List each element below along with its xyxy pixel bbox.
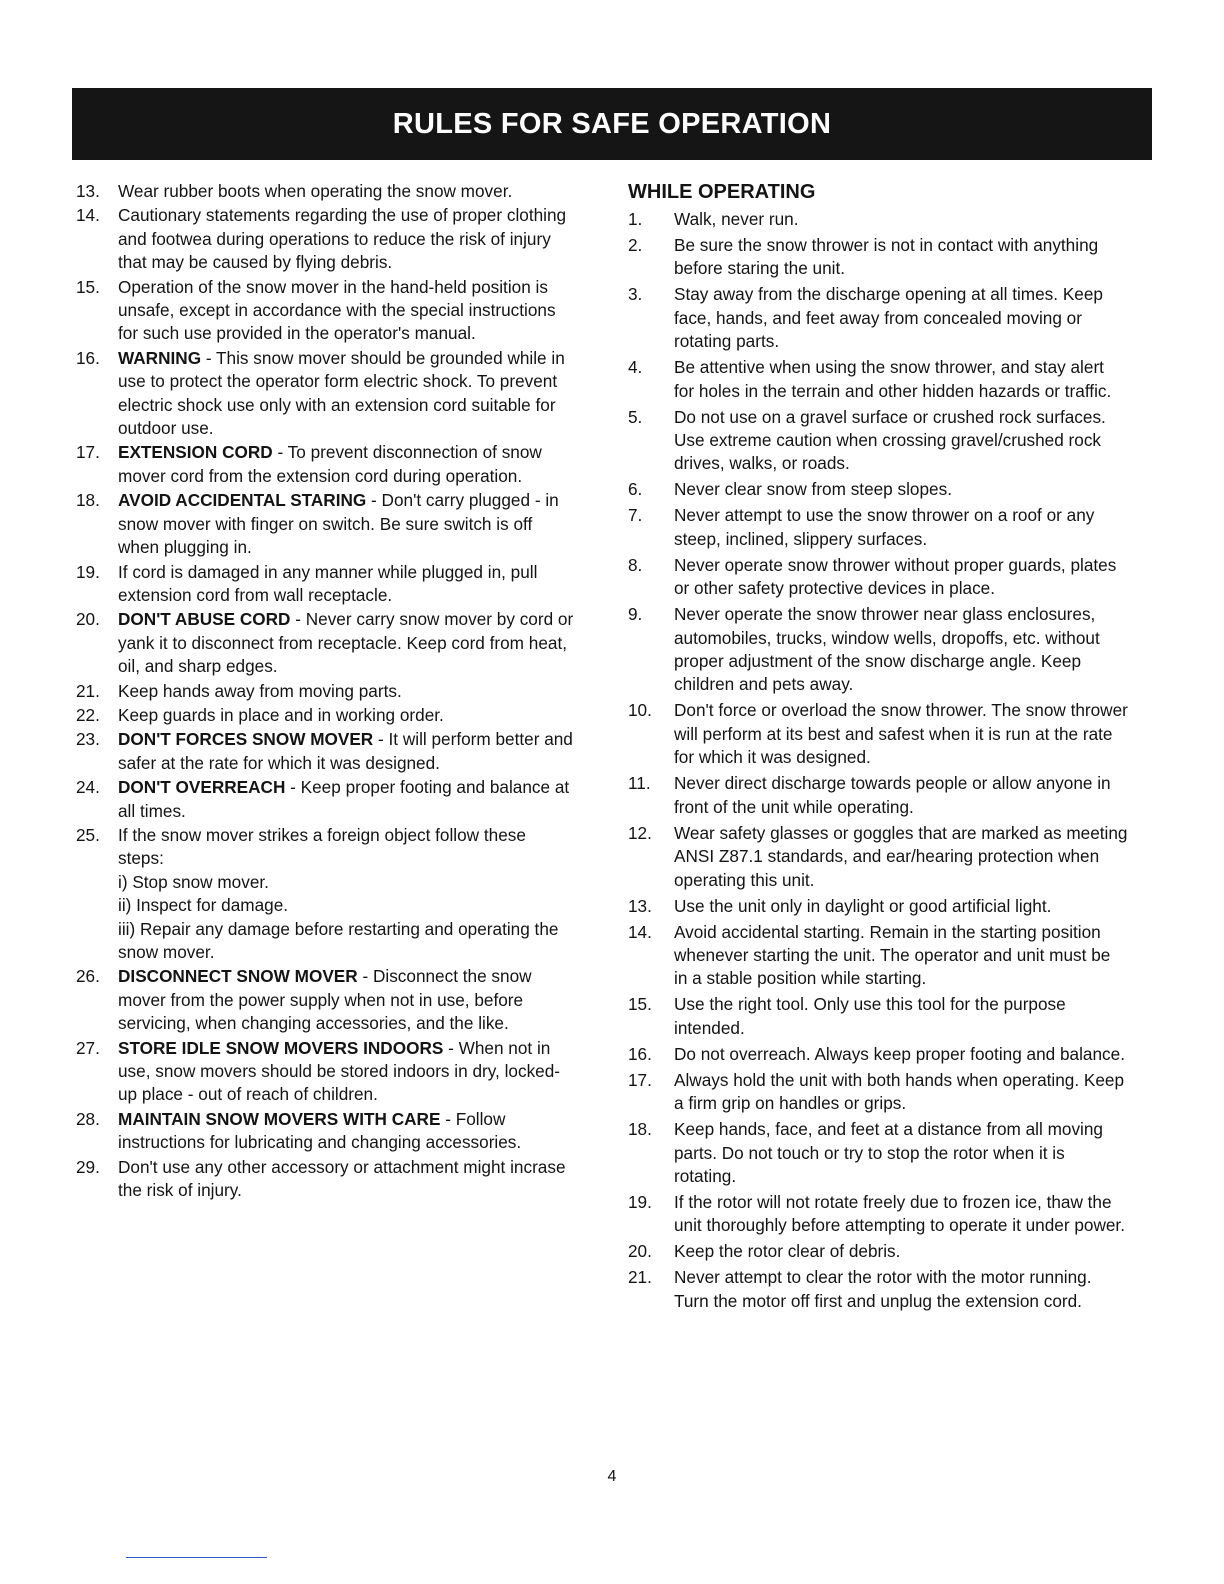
list-item: 21. Never attempt to clear the rotor with the motor running. Turn the motor off first and unplug the extension cord. [628,1267,1092,1311]
page-banner [72,88,1152,160]
list-item: 24. DON'T OVERREACH - Keep proper footing and balance at all times. [76,777,570,821]
list-item: 7. Never attempt to use the snow thrower on a roof or any steep, inclined, slippery surfaces. [628,505,1095,549]
list-item: 13. Wear rubber boots when operating the snow mover. [76,181,513,201]
list-item: 14. Cautionary statements regarding the use of proper clothing and footwea during operations to reduce the risk of injury that may be caused by flying debris. [76,205,567,273]
list-item: 2. Be sure the snow thrower is not in contact with anything before staring the unit. [628,235,1099,279]
banner-title: RULES FOR SAFE OPERATION [392,107,832,140]
footer-divider [126,1557,267,1558]
list-item: 15. Use the right tool. Only use this tool for the purpose intended. [628,994,1066,1038]
list-item: 6. Never clear snow from steep slopes. [628,479,952,500]
list-item: 15. Operation of the snow mover in the hand-held position is unsafe, except in accordance with the special instructions for such use provided in the operator's manual. [76,276,556,344]
list-item: 3. Stay away from the discharge opening at all times. Keep face, hands, and feet away from concealed moving or rotating parts. [628,284,1103,352]
list-item: 16. WARNING - This snow mover should be grounded while in use to protect the operator form electric shock. To prevent electric shock use only with an extension cord suitable for outdoor use. [76,347,565,439]
list-item: 10. Don't force or overload the snow thrower. The snow thrower will perform at its best and safest when it is run at the rate for which it was designed. [628,700,1128,768]
list-item: 8. Never operate snow thrower without proper guards, plates or other safety protective devices in place. [628,554,1117,599]
list-item: 1. Walk, never run. [628,209,799,229]
list-item: 17. Always hold the unit with both hands when operating. Keep a firm grip on handles or grips. [628,1069,1125,1114]
list-item: 18. Keep hands, face, and feet at a distance from all moving parts. Do not touch or try to stop the rotor when it is rotating. [628,1119,1103,1186]
list-item: 22. Keep guards in place and in working order. [76,704,444,725]
list-item: 12. Wear safety glasses or goggles that are marked as meeting ANSI Z87.1 standards, and ear/hearing protection when operating this unit. [628,822,1128,890]
list-item: 17. EXTENSION CORD - To prevent disconnection of snow mover cord from the extension cord during operation. [76,442,542,486]
step-item: ii) Inspect for damage. [118,895,289,916]
list-item: 28. MAINTAIN SNOW MOVERS WITH CARE - Follow instructions for lubricating and changing accessories. [76,1108,522,1153]
list-item: 26. DISCONNECT SNOW MOVER - Disconnect the snow mover from the power supply when not in use, before servicing, when changing accessories, and the like. [76,966,532,1034]
step-item: i) Stop snow mover. [118,871,269,892]
list-item: 16. Do not overreach. Always keep proper footing and balance. [628,1043,1125,1064]
list-item: 19. If cord is damaged in any manner while plugged in, pull extension cord from wall receptacle. [76,561,538,605]
section-heading: WHILE OPERATING [628,181,816,203]
left-column [76,180,576,1203]
list-item: 27. STORE IDLE SNOW MOVERS INDOORS - When not in use, snow movers should be stored indoors in dry, locked-up place - out of reach of children. [76,1037,560,1105]
list-item: 9. Never operate the snow thrower near glass enclosures, automobiles, trucks, window wells, dropoffs, etc. without proper adjustment of the snow discharge angle. Keep children and pets away. [628,604,1100,695]
list-item: 5. Do not use on a gravel surface or crushed rock surfaces. Use extreme caution when crossing gravel/crushed rock drives, walks, or roads. [628,406,1106,474]
list-item: 25. If the snow mover strikes a foreign object follow these steps: i) Stop snow mover. ii) Inspect for damage. iii) Repair any damage before restarting and operating the snow mover. [76,824,576,964]
list-item: 4. Be attentive when using the snow thrower, and stay alert for holes in the terrain and other hidden hazards or traffic. [628,357,1112,401]
list-item: 11. Never direct discharge towards people or allow anyone in front of the unit while operating. [628,773,1111,817]
list-item: 23. DON'T FORCES SNOW MOVER - It will perform better and safer at the rate for which it was designed. [76,729,573,773]
list-item: 21. Keep hands away from moving parts. [76,680,402,701]
list-item: 20. Keep the rotor clear of debris. [628,1241,901,1262]
list-item: 18. AVOID ACCIDENTAL STARING - Don't carry plugged - in snow mover with finger on switch. Be sure switch is off when plugging in. [76,490,559,558]
page-number: 4 [607,1468,617,1485]
list-item: 19. If the rotor will not rotate freely due to frozen ice, thaw the unit thoroughly before attempting to operate it under power. [628,1191,1125,1236]
list-item: 14. Avoid accidental starting. Remain in the starting position whenever starting the unit. The operator and unit must be in a stable position while starting. [628,921,1111,989]
list-item: 20. DON'T ABUSE CORD - Never carry snow mover by cord or yank it to disconnect from receptacle. Keep cord from heat, oil, and sharp edges. [76,609,574,677]
step-item: iii) Repair any damage before restarting and operating the snow mover. [118,918,559,962]
list-item: 29. Don't use any other accessory or attachment might incrase the risk of injury. [76,1156,566,1201]
list-item: 13. Use the unit only in daylight or good artificial light. [628,895,1052,916]
right-column [628,180,1128,1316]
